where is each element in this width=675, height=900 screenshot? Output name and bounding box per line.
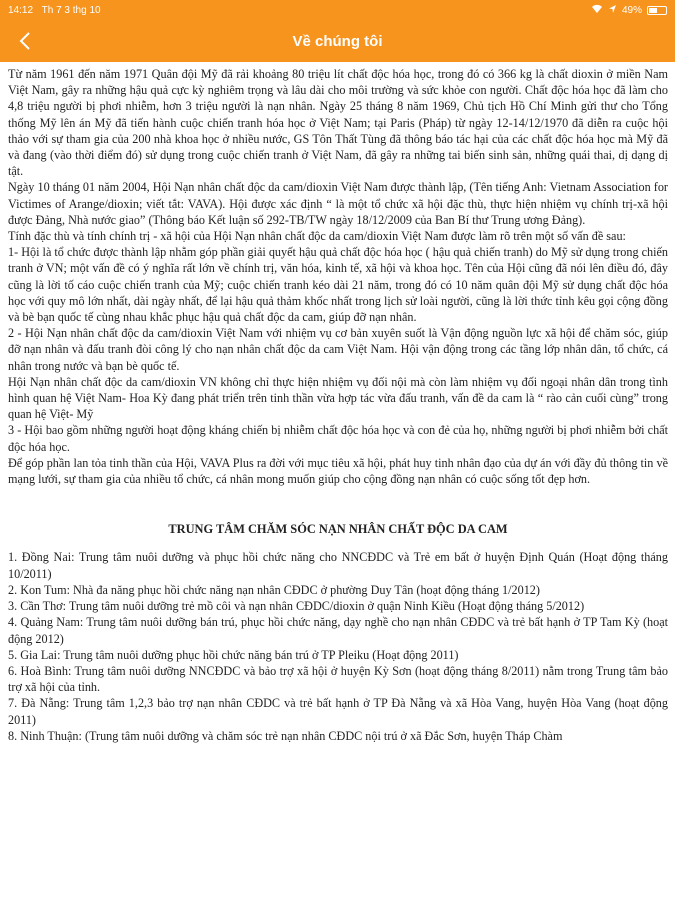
wifi-icon — [591, 4, 603, 17]
center-list-item: 8. Ninh Thuận: (Trung tâm nuôi dưỡng và chăm sóc trẻ nạn nhân CĐDC nội trú ở xã Đắc Sơn, huyện Tháp Chàm — [8, 728, 563, 743]
center-list-item: 6. Hoà Bình: Trung tâm nuôi dưỡng NNCĐDC và bảo trợ xã hội ở huyện Kỳ Sơn (hoạt động tháng 8/2011) nằm trong Trung tâm bảo trợ xã hội của tỉnh. — [8, 663, 668, 695]
status-time: 14:12 — [8, 4, 34, 16]
status-left — [8, 5, 107, 16]
status-date: Th 7 3 thg 10 — [41, 4, 101, 16]
intro-paragraph: Để góp phần lan tỏa tinh thần của Hội, VAVA Plus ra đời với mục tiêu xã hội, phát huy tinh nhân đạo của dự án với đầy đủ thông tin về mạng lưới, sự tham gia của nhiều tổ chức, cá nhân mong muốn giúp cho cộng đồng nạn nhân có cuộc sống tốt đẹp hơn. — [8, 455, 668, 487]
status-bar — [0, 0, 675, 20]
intro-paragraph: Từ năm 1961 đến năm 1971 Quân đội Mỹ đã rải khoảng 80 triệu lít chất độc hóa học, trong đó có 366 kg là chất dioxin ở miền Nam Việt Nam, gây ra những hậu quả cực kỳ nghiêm trọng và lâu dài cho môi trường và sức khỏe con người. Chất độc hóa học đã làm cho 4,8 triệu người bị phơi nhiễm, hơn 3 triệu người là nạn nhân. Ngày 25 tháng 8 năm 1969, Chủ tịch Hồ Chí Minh gửi thư cho Tổng thống Mỹ lên án Mỹ đã tiến hành cuộc chiến tranh hóa học ở Việt Nam; tại Paris (Pháp) từ ngày 12-14/12/1970 đã diễn ra cuộc hội thảo với sự tham gia của 200 nhà khoa học ở nhiều nước, GS Tôn Thất Tùng đã thông báo tác hại của các chất độc hóa học mà Mỹ đã và đang (vào thời điểm đó) sử dụng trong cuộc chiến tranh ở Việt Nam, đã gây ra những tai biến sinh sản, những quái thai, dị dạng dị tật. — [8, 67, 668, 179]
navigation-bar — [0, 20, 675, 62]
chevron-left-icon — [19, 31, 31, 51]
intro-paragraph: Hội Nạn nhân chất độc da cam/dioxin VN không chỉ thực hiện nhiệm vụ đối nội mà còn làm nhiệm vụ đối ngoại nhân dân trong tình hình quan hệ Việt Nam- Hoa Kỳ đang phát triển trên tinh thần vừa hợp tác vừa đấu tranh, vấn đề da cam là “ rào cản cuối cùng” trong quan hệ Việt- Mỹ — [8, 374, 668, 422]
center-list-item: 5. Gia Lai: Trung tâm nuôi dưỡng phục hồi chức năng bán trú ở TP Pleiku (Hoạt động 2011) — [8, 647, 459, 662]
center-list-item: 2. Kon Tum: Nhà đa năng phục hồi chức năng nạn nhân CĐDC ở phường Duy Tân (hoạt động tháng 1/2012) — [8, 582, 540, 597]
centers-section-title: TRUNG TÂM CHĂM SÓC NẠN NHÂN CHẤT ĐỘC DA CAM — [168, 522, 508, 537]
page-title: Về chúng tôi — [292, 32, 383, 50]
intro-paragraph: 3 - Hội bao gồm những người hoạt động kháng chiến bị nhiễm chất độc hóa học và con đẻ của họ, những người bị phơi nhiễm bởi chất độc hóa học. — [8, 423, 668, 454]
status-right — [591, 4, 667, 17]
about-content[interactable] — [8, 66, 668, 900]
battery-percent: 49% — [621, 4, 642, 16]
intro-paragraph: Ngày 10 tháng 01 năm 2004, Hội Nạn nhân chất độc da cam/dioxin Việt Nam được thành lập, (Tên tiếng Anh: Vietnam Association for Victimes of Arange/dioxin; viết tắt: VAVA). Hội được xác định “ là một tổ chức xã hội đặc thù, thực hiện nhiệm vụ chính trị-xã hội được Đảng, Nhà nước giao” (Thông báo Kết luận số 292-TB/TW ngày 18/12/2009 của Ban Bí thư Trung ương Đảng). — [8, 180, 668, 227]
location-icon — [608, 4, 617, 17]
center-list-item: 1. Đồng Nai: Trung tâm nuôi dưỡng và phục hồi chức năng cho NNCĐDC và Trẻ em bất ở huyện Định Quán (Hoạt động tháng 10/2011) — [8, 550, 668, 581]
center-list-item: 4. Quảng Nam: Trung tâm nuôi dưỡng bán trú, phục hồi chức năng, dạy nghề cho nạn nhân CĐDC và trẻ bất hạnh ở TP Tam Kỳ (hoạt động 2012) — [8, 615, 668, 646]
intro-paragraph: Tính đặc thù và tính chính trị - xã hội của Hội Nạn nhân chất độc da cam/dioxin Việt Nam được làm rõ trên một số vấn đề sau: — [8, 229, 626, 244]
intro-paragraph: 2 - Hội Nạn nhân chất độc da cam/dioxin Việt Nam với nhiệm vụ cơ bản xuyên suốt là Vận động nguồn lực xã hội để chăm sóc, giúp đỡ nạn nhân và đấu tranh đòi công lý cho nạn nhân chất độc da cam Việt Nam. Hội vận động trong các tầng lớp nhân dân, tổ chức, cá nhân trong nước và bạn bè quốc tế. — [8, 326, 668, 373]
battery-icon — [647, 6, 667, 15]
intro-paragraph: 1- Hội là tổ chức được thành lập nhằm góp phần giải quyết hậu quả chất độc hóa học ( hậu quả chiến tranh) do Mỹ sử dụng trong chiến tranh ở VN; một vấn đề có ý nghĩa rất lớn về chính trị, văn hóa, kinh tế, xã hội và khoa học. Tên của Hội cũng đã nói lên điều đó, đây cũng là lời tố cáo cuộc chiến tranh của Mỹ; cuộc chiến tranh kéo dài 21 năm, trong đó có 10 năm quân đội Mỹ sử dụng chất độc hóa học với quy mô lớn nhất, dài ngày nhất, để lại hậu quả thảm khốc nhất trong lịch sử loài người, cũng là lời thức tỉnh kêu gọi cộng đồng và bè bạn quốc tế cùng nhau khắc phục hậu quả chất độc da cam, giúp đỡ nạn nhân. — [8, 245, 668, 325]
center-list-item: 3. Cần Thơ: Trung tâm nuôi dưỡng trẻ mồ côi và nạn nhân CĐDC/dioxin ở quận Ninh Kiều (Hoạt động tháng 5/2012) — [8, 599, 585, 614]
center-list-item: 7. Đà Nẵng: Trung tâm 1,2,3 bảo trợ nạn nhân CĐDC và trẻ bất hạnh ở TP Đà Nẵng và xã Hòa Vang, huyện Hòa Vang (hoạt động 2011) — [8, 696, 668, 727]
back-button[interactable] — [10, 26, 40, 56]
